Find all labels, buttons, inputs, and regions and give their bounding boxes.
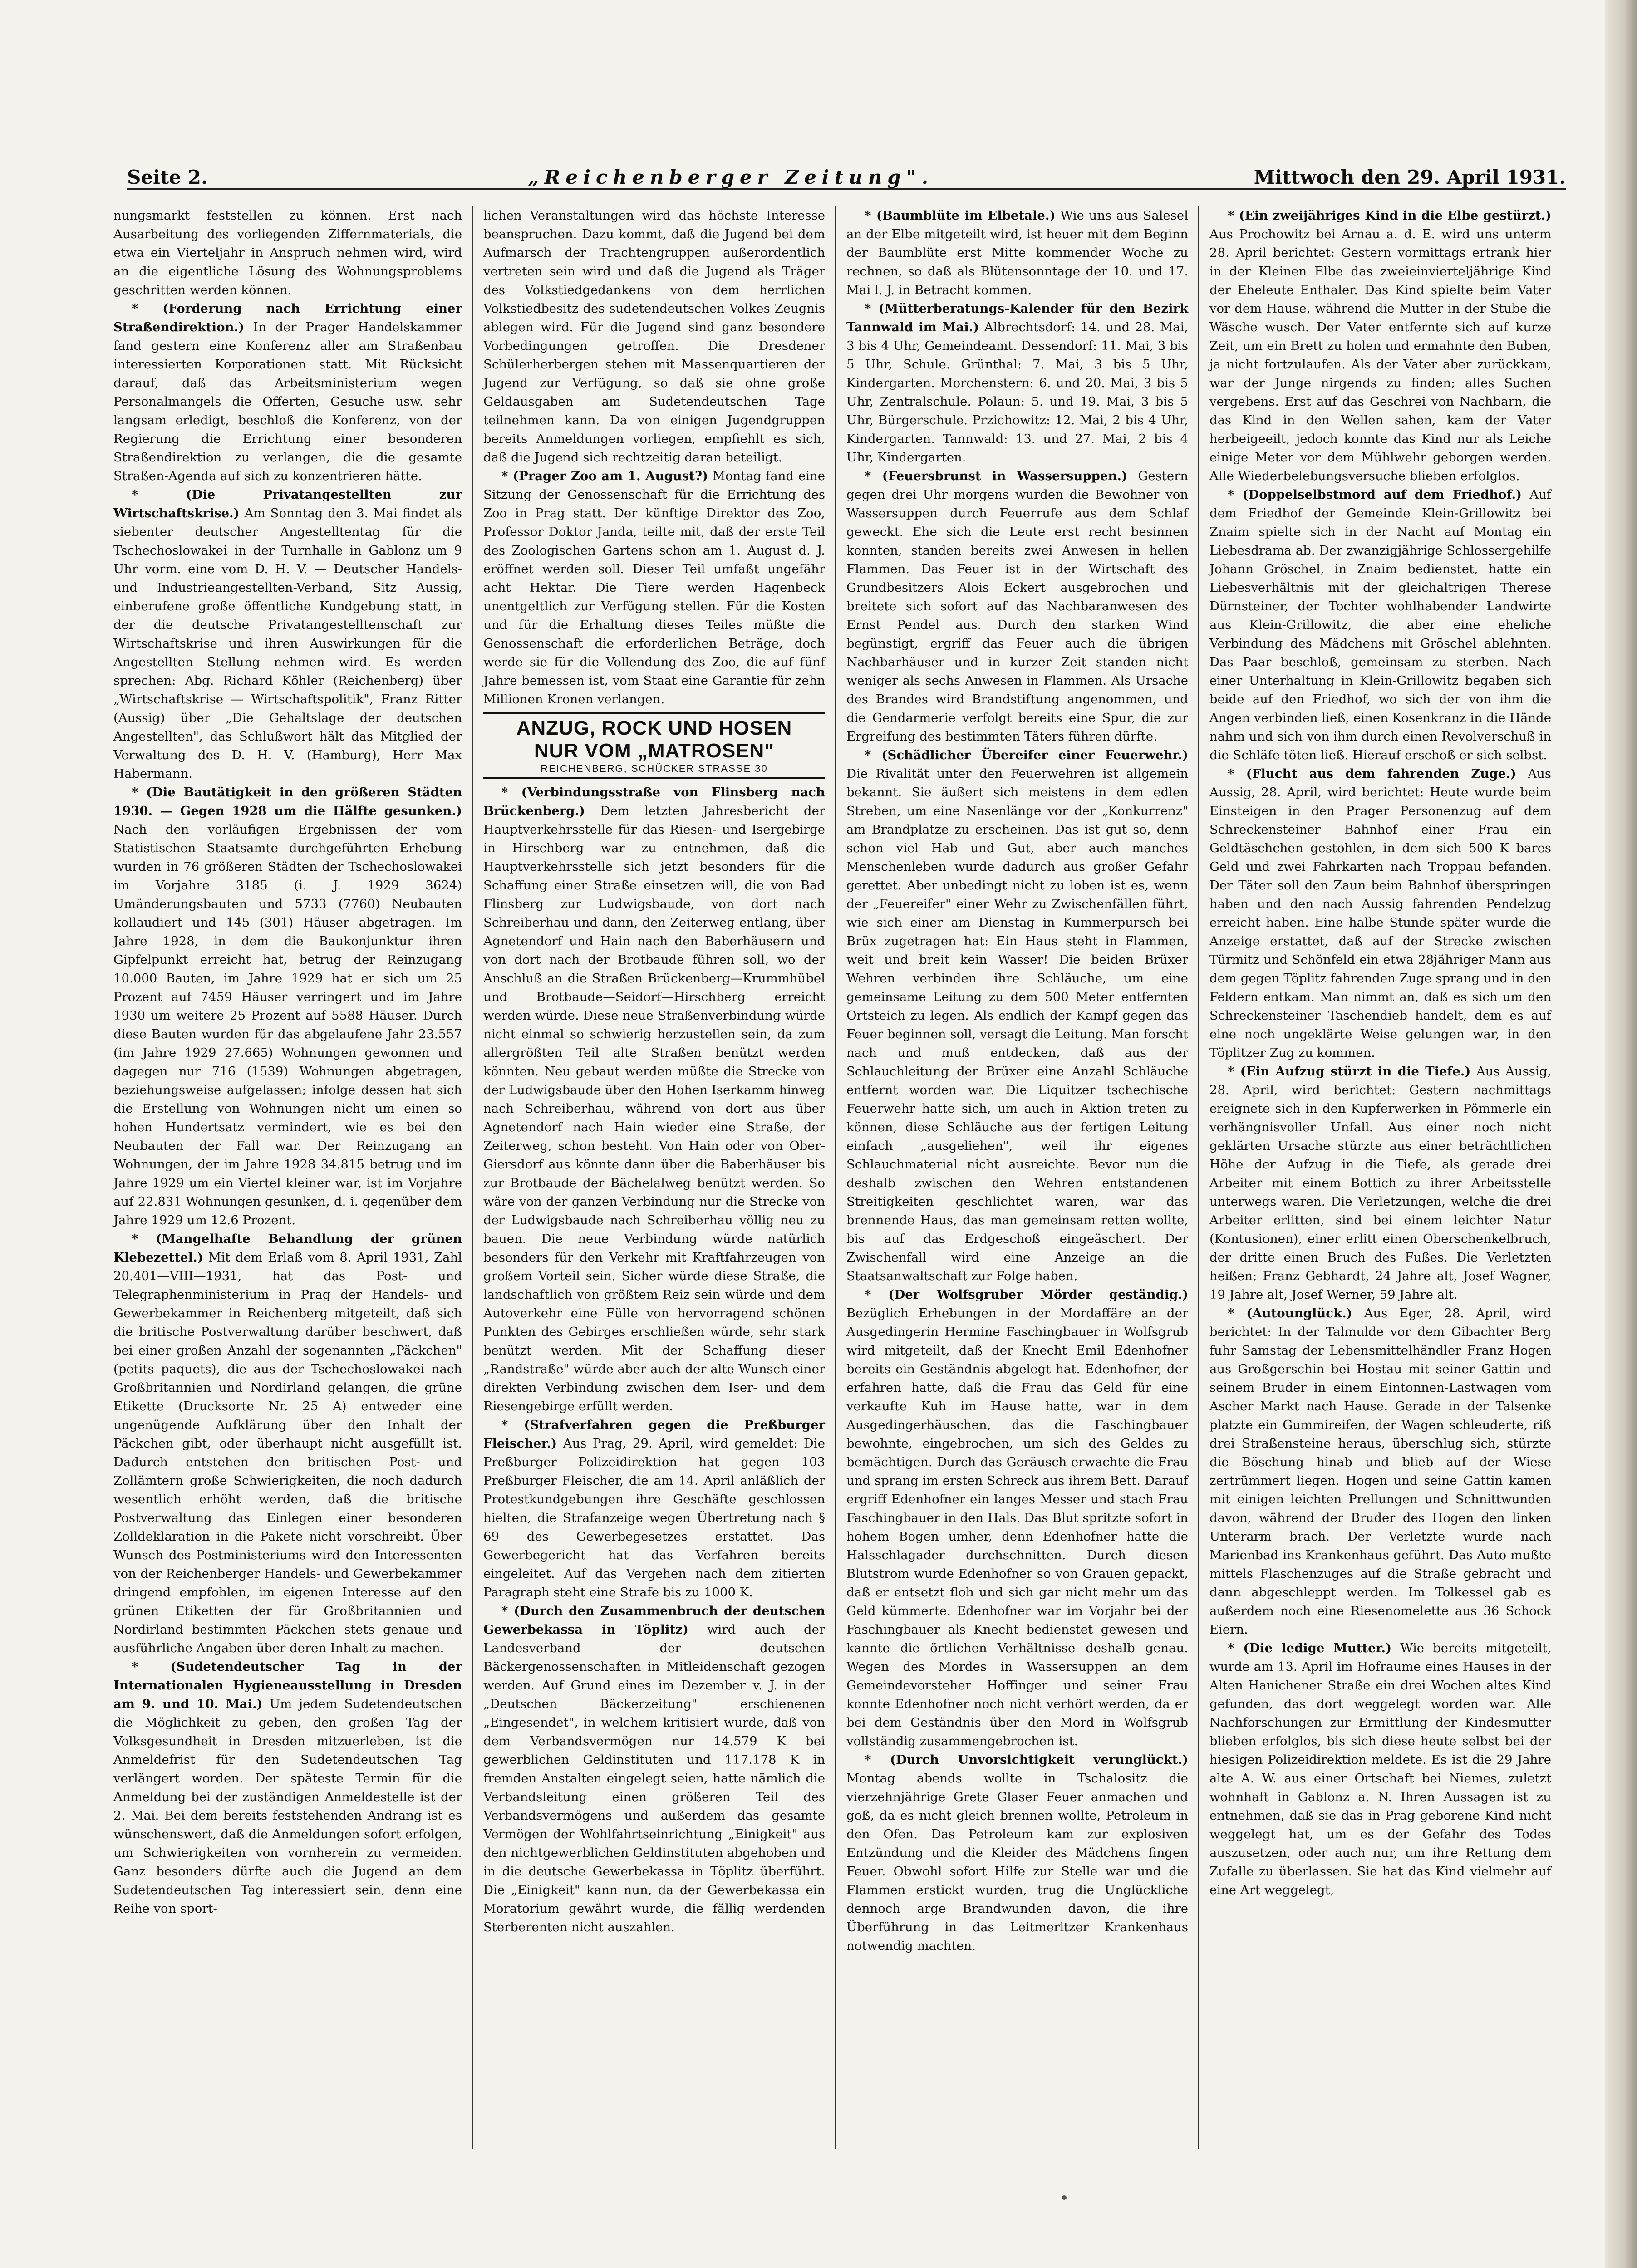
news-item <box>846 1751 1188 1955</box>
news-item-body: Aus Aussig, 28. April, wird berichtet: Heute wurde beim Einsteigen in den Prager Personenzug auf dem Schreckensteiner Bahnhof einer Frau ein Geldtäschchen gestohlen, in dem sich 500 K bares Geld und zwei Fahrkarten nach Troppau befanden. Der Täter soll den Zaun beim Bahnhof überspringen haben und den nach Aussig fahrenden Pendelzug erreicht haben. Eine halbe Stunde später wurde die Anzeige erstattet, daß auf der Strecke zwischen Türmitz und Schönfeld ein etwa 28jähriger Mann aus dem gegen Töplitz fahrenden Zuge sprang und in den Feldern entkam. Man nimmt an, daß es sich um den Schreckensteiner Taschendieb handelt, dem es auf eine noch ungeklärte Weise gelungen war, in den Töplitzer Zug zu kommen. <box>1209 766 1551 1060</box>
news-item-body: Die Rivalität unter den Feuerwehren ist allgemein bekannt. Sie äußert sich meistens in dem edlen Streben, um eine Nasenlänge vor der „Konkurrenz" am Brandplatze zu erscheinen. Das ist gut so, denn schon viel Hab und Gut, aber auch manches Menschenleben wurde dadurch aus großer Gefahr gerettet. Aber unbedingt nicht zu loben ist es, wenn der „Feuereifer" einer Wehr zu Zwischenfällen führt, wie sich einer am Dienstag in Kummerpursch bei Brüx zugetragen hat: Ein Haus steht in Flammen, weit und breit kein Wasser! Die beiden Brüxer Wehren verbinden ihre Schläuche, um eine gemeinsame Leitung zu dem 500 Meter entfernten Ortsteich zu legen. Als endlich der Kampf gegen das Feuer beginnen soll, versagt die Leitung. Man forscht nach und muß entdecken, daß aus der Schlauchleitung der Brüxer eine Anzahl Schläuche entfernt worden war. Die Liquitzer tschechische Feuerwehr hatte sich, um auch in Aktion treten zu können, diese Schläuche aus der fertigen Leitung einfach „ausgeliehen", weil ihr eigenes Schlauchmaterial nicht ausreichte. Bevor nun die deshalb zwischen den Wehren entstandenen Streitigkeiten geschlichtet waren, war das brennende Haus, das man gemeinsam retten wollte, bis auf das Erdgeschoß eingeäschert. Der Zwischenfall wird eine Anzeige an die Staatsanwaltschaft zur Folge haben. <box>846 766 1188 1283</box>
news-item <box>113 299 462 486</box>
news-item <box>1209 765 1551 1062</box>
news-item-heading: * (Forderung nach Errichtung einer Straßendirektion.) <box>113 301 462 334</box>
news-item-body: Bezüglich Erhebungen in der Mordaffäre an der Ausgedingerin Hermine Faschingbauer in Wolfsgrub wird mitgeteilt, daß der Knecht Emil Edenhofner bereits ein Geständnis abgelegt hat. Edenhofner, der erfahren hatte, daß die Frau das Geld für eine verkaufte Kuh im Hause hatte, war in dem Ausgedingerhäuschen, das die Faschingbauer bewohnte, eingebrochen, um sich des Geldes zu bemächtigen. Durch das Geräusch erwachte die Frau und sprang im ersten Schreck aus ihrem Bett. Darauf ergriff Edenhofner ein langes Messer und stach Frau Faschingbauer in den Hals. Das Blut spritzte sofort in hohem Bogen umher, denn Edenhofner hatte die Halsschlagader durchschnitten. Durch diesen Blutstrom wurde Edenhofner so von Grauen gepackt, daß er entsetzt floh und sich gar nicht mehr um das Geld kümmerte. Edenhofner war im Vorjahr bei der Faschingbauer als Knecht bedienstet gewesen und kannte die örtlichen Verhältnisse deshalb genau. Wegen des Mordes in Wassersuppen an dem Gemeindevorsteher Hoffinger und seiner Frau konnte Edenhofner noch nicht verhört werden, da er bei dem Geständnis über den Mord in Wolfsgrub vollständig zusammengebrochen ist. <box>846 1306 1188 1748</box>
news-item-heading: * (Durch Unvorsichtigkeit verunglückt.) <box>865 1753 1188 1767</box>
news-item-body: Mit dem Erlaß vom 8. April 1931, Zahl 20.401—VIII—1931, hat das Post- und Telegraphenministerium in Prag der Handels- und Gewerbekammer in Reichenberg mitgeteilt, daß sich die britische Postverwaltung darüber beschwert, daß bei einer großen Anzahl der sogenannten „Päckchen" (petits paquets), die aus der Tschechoslowakei nach Großbritannien und Nordirland gelangen, die grüne Etikette (Drucksorte Nr. 25 A) entweder eine ungenügende Aufklärung über den Inhalt der Päckchen gibt, oder überhaupt nicht ausgefüllt ist. Dadurch entstehen den britischen Post- und Zollämtern große Schwierigkeiten, die noch dadurch wesentlich erhöht werden, daß die britische Postverwaltung das Einlegen einer besonderen Zolldeklaration in die Pakete nicht vorschreibt. Über Wunsch des Postministeriums wird den Interessenten von der Reichenberger Handels- und Gewerbekammer dringend empfohlen, im eigenen Interesse auf den grünen Etiketten der für Großbritannien und Nordirland bestimmten Päckchen stets genaue und ausführliche Angaben über deren Inhalt zu machen. <box>113 1250 462 1655</box>
page-edge-shadow <box>1605 0 1637 2268</box>
news-item-heading: * (Mangelhafte Behandlung der grünen Klebezettel.) <box>113 1232 462 1265</box>
news-item-heading: * (Schädlicher Übereifer einer Feuerwehr.) <box>865 748 1188 762</box>
news-item-body: Nach den vorläufigen Ergebnissen der vom Statistischen Staatsamte durchgeführten Erhebung wurden in 76 größeren Städten der Tschechoslowakei im Vorjahre 3185 (i. J. 1929 3624) Umänderungsbauten und 5733 (7760) Neubauten kollaudiert und 145 (301) Häuser abgetragen. Im Jahre 1928, in dem die Baukonjunktur ihren Gipfelpunkt erreicht hat, betrug der Reinzugang 10.000 Bauten, im Jahre 1929 hat er sich um 25 Prozent auf 7459 Häuser verringert und im Jahre 1930 um weitere 25 Prozent auf 5588 Häuser. Durch diese Bauten wurden für das abgelaufene Jahr 23.557 (im Jahre 1929 27.665) Wohnungen gewonnen und dagegen nur 716 (1539) Wohnungen abgetragen, beziehungsweise aufgelassen; infolge dessen hat sich die Erstellung von Wohnungen nicht um einen so hohen Hundertsatz vermindert, wie es bei den Neubauten der Fall war. Der Reinzugang an Wohnungen, der im Jahre 1928 34.815 betrug und im Jahre 1929 um ein Viertel kleiner war, ist im Vorjahre auf 22.831 Wohnungen gesunken, d. i. gegenüber dem Jahre 1929 um 12.6 Prozent. <box>113 822 462 1227</box>
news-item-body: nungsmarkt feststellen zu können. Erst nach Ausarbeitung des vorliegenden Ziffernmaterials, die etwa ein Vierteljahr in Anspruch nehmen wird, wird an die eigentliche Lösung des Wohnungsproblems geschritten werden können. <box>113 208 462 297</box>
article-columns <box>109 206 1561 2149</box>
news-item <box>113 783 462 1230</box>
news-item <box>846 206 1188 299</box>
column-4 <box>1198 206 1561 2149</box>
news-item-heading: * (Flucht aus dem fahrenden Zuge.) <box>1228 766 1516 781</box>
news-item <box>846 467 1188 746</box>
news-item-heading: * (Verbindungsstraße von Flinsberg nach Brückenberg.) <box>483 785 825 818</box>
news-item-body: Um jedem Sudetendeutschen die Möglichkeit zu geben, den großen Tag der Volksgesundheit in Dresden mitzuerleben, ist die Anmeldefrist für den Sudetendeutschen Tag verlängert worden. Der späteste Termin für die Anmeldung bei der zuständigen Anmeldestelle ist der 2. Mai. Bei dem bereits feststehenden Andrang ist es wünschenswert, daß die Anmeldungen sofort erfolgen, um Schwierigkeiten von vornherein zu vermeiden. Ganz besonders dürfte auch die Jugend an dem Sudetendeutschen Tag interessiert sein, denn eine Reihe von sport- <box>113 1697 462 1916</box>
news-item-body: Gestern gegen drei Uhr morgens wurden die Bewohner von Wassersuppen durch Feuerrufe aus dem Schlaf geweckt. Ehe sich die Leute erst recht besinnen konnten, standen bereits zwei Anwesen in hellen Flammen. Das Feuer ist in der Wirtschaft des Grundbesitzers Alois Eckert ausgebrochen und breitete sich sofort auf das Nachbaranwesen des Ernst Pendel aus. Durch den starken Wind begünstigt, ergriff das Feuer auch die übrigen Nachbarhäuser und in kurzer Zeit standen nicht weniger als sechs Anwesen in Flammen. Als Ursache des Brandes wird Brandstiftung angenommen, und die Gendarmerie verfolgt bereits eine Spur, die zur Ergreifung des bestimmten Täters führen dürfte. <box>846 469 1188 744</box>
news-item-body: Aus Prochowitz bei Arnau a. d. E. wird uns unterm 28. April berichtet: Gestern vormittags ertrank hier in der Kleinen Elbe das zweieinvierteljährige Kind der Eheleute Enthaler. Das Kind spielte beim Vater vor dem Hause, während die Mutter in der Stube die Wäsche wusch. Der Vater entfernte sich auf kurze Zeit, um ein Brett zu holen und ermahnte den Buben, ja nicht fortzulaufen. Als der Vater aber zurückkam, war der Junge nirgends zu finden; alles Suchen vergebens. Erst auf das Geschrei von Nachbarn, die das Kind in den Wellen sahen, kam der Vater herbeigeeilt, jedoch konnte das Kind nur als Leiche einige Meter vor dem Mühlwehr geborgen werden. Alle Wiederbelebungsversuche blieben erfolglos. <box>1209 227 1551 483</box>
news-item <box>1209 486 1551 765</box>
ad-shop-name: NUR VOM „MATROSEN" <box>534 740 775 762</box>
continued-text <box>483 206 825 467</box>
news-item-body: Am Sonntag den 3. Mai findet als siebenter deutscher Angestelltentag für die Tschechoslowakei in der Turnhalle in Gablonz um 9 Uhr vorm. eine vom D. H. V. — Deutscher Handels- und Industrieangestellten-Verband, Sitz Aussig, einberufene große öffentliche Kundgebung statt, in der die deutsche Privatangestelltenschaft zur Wirtschaftskrise und ihren Auswirkungen für die Angestellten Stellung nehmen wird. Es werden sprechen: Abg. Richard Köhler (Reichenberg) über „Wirtschaftskrise — Wirtschaftspolitik", Franz Ritter (Aussig) über „Die Gehaltslage der deutschen Angestellten", das Schlußwort hält das Mitglied der Verwaltung des D. H. V. (Hamburg), Herr Max Habermann. <box>113 506 462 781</box>
newspaper-title: „Reichenberger Zeitung". <box>528 166 934 188</box>
column-2 <box>472 206 835 2149</box>
news-item-heading: * (Autounglück.) <box>1228 1306 1352 1321</box>
ad-headline: ANZUG, ROCK UND HOSEN <box>516 717 792 739</box>
news-item-heading: * (Die ledige Mutter.) <box>1228 1641 1392 1655</box>
news-item-body: lichen Veranstaltungen wird das höchste Interesse beanspruchen. Dazu kommt, daß die Jugend bei dem Aufmarsch der Trachtengruppen außerordentlich vertreten sein wird und daß die Jugend als Träger des Volkstiedgedankens von dem herrlichen Volkstiedbesitz des sudetendeutschen Volkes Zeugnis ablegen wird. Für die Jugend sind ganz besondere Vorbedingungen getroffen. Die Dresdener Schülerherbergen stehen mit Massenquartieren der Jugend zur Verfügung, so daß sie ohne große Geldausgaben am Sudetendeutschen Tage teilnehmen kann. Da von einigen Jugendgruppen bereits Anmeldungen vorliegen, empfiehlt es sich, daß die Jugend sich rechtzeitig daran beteiligt. <box>483 208 825 465</box>
news-item <box>483 1416 825 1602</box>
news-item-heading: * (Ein zweijähriges Kind in die Elbe gestürzt.) <box>1228 208 1551 223</box>
news-item-heading: * (Ein Aufzug stürzt in die Tiefe.) <box>1228 1064 1471 1079</box>
page-header <box>127 157 1566 190</box>
news-item-heading: * (Feuersbrunst in Wassersuppen.) <box>865 469 1127 483</box>
column-3 <box>835 206 1198 2149</box>
news-item <box>113 1230 462 1658</box>
news-item-body: In der Prager Handelskammer fand gestern eine Konferenz aller am Straßenbau interessierten Korporationen statt. Mit Rücksicht darauf, daß das Arbeitsministerium wegen Personalmangels die Offerten, Gesuche usw. sehr langsam erledigt, beschloß die Konferenz, von der Regierung die Errichtung einer besonderen Straßendirektion zu verlangen, die die gesamte Straßen-Agenda auf sich zu konzentrieren hätte. <box>113 320 462 483</box>
news-item-heading: * (Strafverfahren gegen die Preßburger Fleischer.) <box>483 1418 825 1451</box>
news-item <box>483 1602 825 1937</box>
news-item-heading: * (Prager Zoo am 1. August?) <box>501 469 708 483</box>
advertisement <box>483 712 825 779</box>
column-1 <box>109 206 472 2149</box>
news-item-body: Auf dem Friedhof der Gemeinde Klein-Grillowitz bei Znaim spielte sich in der Nacht auf Montag ein Liebesdrama ab. Der zwanzigjährige Schlossergehilfe Johann Gröschel, in Znaim bedienstet, hatte ein Liebesverhältnis mit der gleichaltrigen Therese Dürnsteiner, der Tochter wohlhabender Landwirte aus Klein-Grillowitz, die aber eine eheliche Verbindung des Mädchens mit Gröschel ablehnten. Das Paar beschloß, gemeinsam zu sterben. Nach einer Unterhaltung in Klein-Grillowitz begaben sich beide auf den Friedhof, wo sich der von ihm die Angen verbinden ließ, einen Kosenkranz in die Hände nahm und sich von ihm durch einen Revolverschuß in die Schläfe töten ließ. Hierauf erschoß er sich selbst. <box>1209 487 1551 762</box>
news-item-body: Wie uns aus Salesel an der Elbe mitgeteilt wird, ist heuer mit dem Beginn der Baumblüte erst Mitte kommender Woche zu rechnen, so daß als Blütensonntage der 10. und 17. Mai l. J. in Betracht kommen. <box>846 208 1188 297</box>
news-item <box>1209 1304 1551 1639</box>
news-item-body: Aus Aussig, 28. April, wird berichtet: Gestern nachmittags ereignete sich in den Kupferwerken in Pömmerle ein verhängnisvoller Unfall. Aus einer noch nicht geklärten Ursache stürzte aus einer beträchtlichen Höhe der Aufzug in die Tiefe, als gerade drei Arbeiter mit einem Bottich zu ihrer Arbeitsstelle unterwegs waren. Die Verletzungen, welche die drei Arbeiter erlitten, sind bei einem leichter Natur (Kontusionen), einer erlitt einen Oberschenkelbruch, der dritte einen Bruch des Fußes. Die Verletzten heißen: Franz Gebhardt, 24 Jahre alt, Josef Wagner, 19 Jahre alt, Josef Werner, 59 Jahre alt. <box>1209 1064 1551 1302</box>
news-item <box>846 1286 1188 1751</box>
news-item <box>846 299 1188 467</box>
news-item-heading: * (Der Wolfsgruber Mörder geständig.) <box>865 1287 1188 1302</box>
news-item-body: Aus Eger, 28. April, wird berichtet: In der Talmulde vor dem Gibachter Berg fuhr Samstag der Lebensmittelhändler Franz Hogen aus Großgerschin bei Hostau mit seiner Gattin und seinem Bruder in einem Eintonnen-Lastwagen vom Ascher Markt nach Hause. Gerade in der Talsenke platzte ein Gummireifen, der Wagen schleuderte, riß drei Straßensteine heraus, überschlug sich, stürzte die Böschung hinab und blieb auf der Wiese zertrümmert liegen. Hogen und seine Gattin kamen mit einigen leichten Prellungen und Schnittwunden davon, während der Bruder des Hogen den linken Unterarm brach. Der Verletzte wurde nach Marienbad ins Krankenhaus geführt. Das Auto mußte mittels Flaschenzuges auf die Straße gebracht und dann abgeschleppt werden. Im Tolkessel gab es außerdem noch eine Riesenomelette aus 36 Schock Eiern. <box>1209 1306 1551 1637</box>
news-item <box>483 467 825 709</box>
news-item-body: Montag abends wollte in Tschalositz die vierzehnjährige Grete Glaser Feuer anmachen und goß, da es nicht gleich brennen wollte, Petroleum in den Ofen. Das Petroleum kam zur explosiven Entzündung und die Kleider des Mädchens fingen Feuer. Obwohl sofort Hilfe zur Stelle war und die Flammen erstickt wurden, trug die Unglückliche dennoch arge Brandwunden davon, die ihre Überführung in das Leitmeritzer Krankenhaus notwendig machten. <box>846 1771 1188 1953</box>
issue-date: Mittwoch den 29. April 1931. <box>1254 166 1566 188</box>
continued-text <box>113 206 462 299</box>
news-item-body: wird auch der Landesverband der deutschen Bäckergenossenschaften in Mitleidenschaft gezogen werden. Auf Grund eines im Dezember v. J. in der „Deutschen Bäckerzeitung" erschienenen „Eingesendet", in welchem kritisiert wurde, daß von dem Verbandsvermögen nur 14.579 K bei gewerblichen Geldinstituten und 117.178 K in fremden Anstalten eingelegt seien, hatte nämlich die Verbandsleitung einen größeren Teil des Verbandsvermögens und außerdem das gesamte Vermögen der Wohlfahrtseinrichtung „Einigkeit" aus den nichtgewerblichen Geldinstituten abgehoben und in die deutsche Gewerbekassa in Töplitz überführt. Die „Einigkeit" kann nun, da der Gewerbekassa ein Moratorium gewährt wurde, die fällig werdenden Sterberenten nicht auszahlen. <box>483 1622 825 1934</box>
ink-dot <box>1062 2195 1067 2200</box>
news-item <box>1209 1639 1551 1900</box>
news-item-body: Dem letzten Jahresbericht der Hauptverkehrsstelle für das Riesen- und Isergebirge in Hirschberg war zu entnehmen, daß die Hauptverkehrsstelle sich jetzt besonders für die Schaffung einer Straße einsetzen will, die von Bad Flinsberg zur Ludwigsbaude, von dort nach Schreiberhau und dann, den Zeiterweg entlang, über Agnetendorf und Hain nach den Baberhäusern und von dort nach der Brotbaude führen soll, wo der Anschluß an die Straßen Brückenberg—Krummhübel und Brotbaude—Seidorf—Hirschberg erreicht werden würde. Diese neue Straßenverbindung würde nicht einmal so schwierig herzustellen sein, da zum allergrößten Teil alte Straßen benützt werden könnten. Neu gebaut werden müßte die Strecke von der Ludwigsbaude über den Hohen Iserkamm hinweg nach Schreiberhau, während von dort aus über Agnetendorf nach Hain wieder eine Straße, der Zeiterweg, schon besteht. Von Hain oder von Ober-Giersdorf aus könnte dann über die Baberhäuser bis zur Brotbaude der Bächelalweg benützt werden. So wäre von der ganzen Verbindung nur die Strecke von der Ludwigsbaude nach Schreiberhau völlig neu zu bauen. Die neue Verbindung würde natürlich besonders für den Verkehr mit Kraftfahrzeugen von großem Vorteil sein. Sicher würde diese Straße, die landschaftlich von größtem Reiz sein würde und dem Autoverkehr eine Fülle von hervorragend schönen Punkten des Gebirges erschließen würde, sehr stark benützt werden. Mit der Schaffung dieser „Randstraße" würde aber auch der alte Wunsch einer direkten Verbindung zwischen dem Iser- und dem Riesengebirge erfüllt werden. <box>483 804 825 1414</box>
news-item <box>846 746 1188 1286</box>
news-item-body: Aus Prag, 29. April, wird gemeldet: Die Preßburger Polizeidirektion hat gegen 103 Preßburger Fleischer, die am 14. April anläßlich der Protestkundgebungen ihre Geschäfte geschlossen hielten, die Strafanzeige wegen Übertretung nach § 69 des Gewerbegesetzes erstattet. Das Gewerbegericht hat das Verfahren bereits eingeleitet. Auf das Vergehen nach dem zitierten Paragraph steht eine Strafe bis zu 1000 K. <box>483 1436 825 1600</box>
news-item-heading: * (Die Privatangestellten zur Wirtschaftskrise.) <box>113 487 462 520</box>
news-item <box>113 486 462 783</box>
page-number: Seite 2. <box>127 166 208 188</box>
news-item-heading: * (Durch den Zusammenbruch der deutschen Gewerbekassa in Töplitz) <box>483 1604 825 1637</box>
news-item-body: Montag fand eine Sitzung der Genossenschaft für die Errichtung des Zoo in Prag statt. Der künftige Direktor des Zoo, Professor Doktor Janda, teilte mit, daß der erste Teil des Zoologischen Gartens schon am 1. August d. J. eröffnet werden soll. Dieser Teil umfaßt ungefähr acht Hektar. Die Tiere werden Hagenbeck unentgeltlich zur Verfügung stellen. Für die Kosten und für die Erhaltung dieses Teiles müßte die Genossenschaft die erforderlichen Beträge, doch werde sie für die Vollendung des Zoo, die auf fünf Jahre bemessen ist, vom Staat eine Garantie für zehn Millionen Kronen verlangen. <box>483 469 825 707</box>
news-item-heading: * (Die Bautätigkeit in den größeren Städten 1930. — Gegen 1928 um die Hälfte gesunken.) <box>113 785 462 818</box>
news-item-heading: * (Baumblüte im Elbetale.) <box>865 208 1056 223</box>
news-item-heading: * (Mütterberatungs-Kalender für den Bezirk Tannwald im Mai.) <box>846 301 1188 334</box>
news-item <box>113 1658 462 1918</box>
news-item-body: Albrechtsdorf: 14. und 28. Mai, 3 bis 4 Uhr, Gemeindeamt. Dessendorf: 11. Mai, 3 bis 5 Uhr, Schule. Grünthal: 7. Mai, 3 bis 5 Uhr, Kindergarten. Morchenstern: 6. und 20. Mai, 3 bis 5 Uhr, Zentralschule. Polaun: 5. und 19. Mai, 3 bis 5 Uhr, Bürgerschule. Przichowitz: 12. Mai, 2 bis 4 Uhr, Kindergarten. Tannwald: 13. und 27. Mai, 2 bis 4 Uhr, Kindergarten. <box>846 320 1188 465</box>
news-item <box>483 783 825 1416</box>
news-item <box>1209 1062 1551 1304</box>
news-item-heading: * (Doppelselbstmord auf dem Friedhof.) <box>1228 487 1522 502</box>
ad-address: REICHENBERG, SCHÜCKER STRASSE 30 <box>541 763 768 774</box>
news-item-heading: * (Sudetendeutscher Tag in der Internationalen Hygieneausstellung in Dresden am 9. und 10. Mai.) <box>113 1659 462 1711</box>
news-item-body: Wie bereits mitgeteilt, wurde am 13. April im Hofraume eines Hauses in der Alten Hanichener Straße ein drei Wochen altes Kind gefunden, das dort weggelegt worden war. Alle Nachforschungen zur Ermittlung der Kindesmutter blieben erfolglos, bis sich diese heute selbst bei der hiesigen Polizeidirektion meldete. Es ist die 29 Jahre alte A. W. aus einer Ortschaft bei Niemes, zuletzt wohnhaft in Gablonz a. N. Ihren Aussagen ist zu entnehmen, daß sie das in Prag geborene Kind nicht weggelegt hat, um es der Gefahr des Todes auszusetzen, oder auch nur, um ihre Rettung dem Zufalle zu überlassen. Sie hat das Kind vielmehr auf eine Art weggelegt, <box>1209 1641 1551 1897</box>
news-item <box>1209 206 1551 486</box>
